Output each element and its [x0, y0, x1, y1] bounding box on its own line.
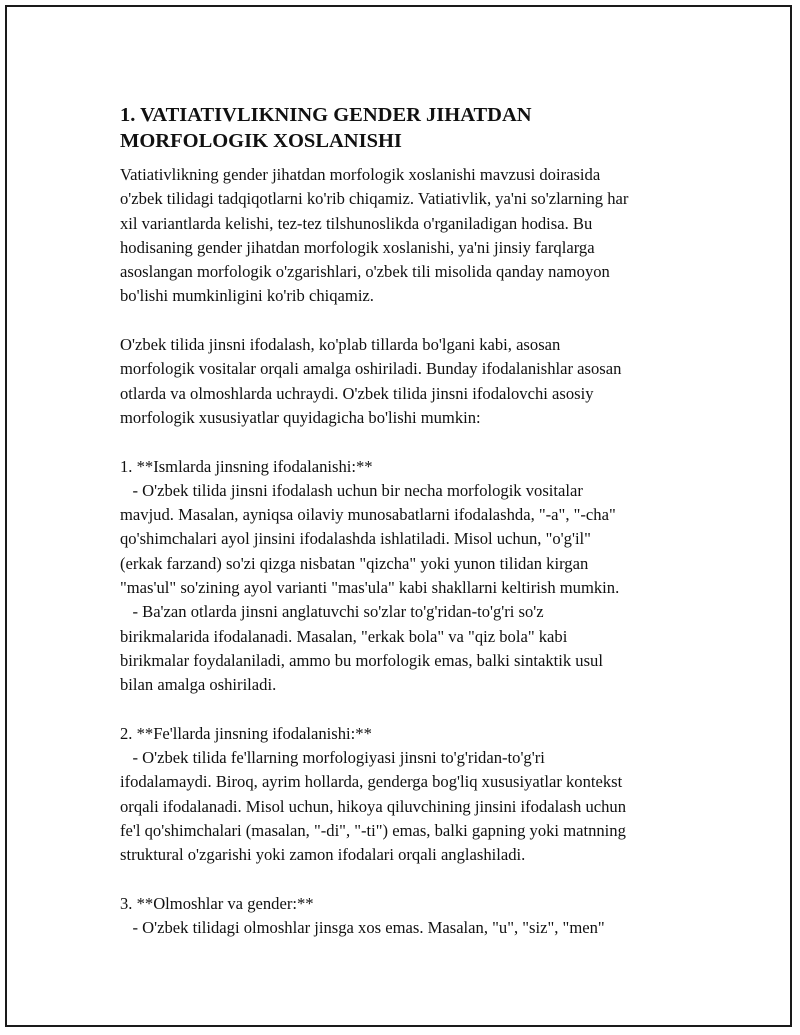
- list-item-verbs: [120, 722, 690, 868]
- text-line: bilan amalga oshiriladi.: [120, 675, 277, 695]
- paragraph-gender-expression: [120, 333, 690, 430]
- text-line: Vatiativlikning gender jihatdan morfologik xoslanishi mavzusi doirasida: [120, 165, 601, 184]
- text-line: - O'zbek tilida fe'llarning morfologiyasi jinsni to'g'ridan-to'g'ri: [120, 748, 545, 768]
- text-line: mavjud. Masalan, ayniqsa oilaviy munosabatlarni ifodalashda, "-a", "-cha": [120, 505, 616, 525]
- text-line: fe'l qo'shimchalari (masalan, "-di", "-ti") emas, balki gapning yoki matnning: [120, 821, 626, 841]
- text-line: otlarda va olmoshlarda uchraydi. O'zbek tilida jinsni ifodalovchi asosiy: [120, 383, 594, 403]
- text-line: morfologik xususiyatlar quyidagicha bo'lishi mumkin:: [120, 407, 481, 427]
- paragraph-intro: [120, 163, 690, 309]
- text-line: qo'shimchalari ayol jinsini ifodalashda ishlatiladi. Misol uchun, "o'g'il": [120, 529, 591, 549]
- title-line: 1. VATIATIVLIKNING GENDER JIHATDAN: [120, 104, 532, 126]
- document-page: [5, 5, 792, 1027]
- text-line: hodisaning gender jihatdan morfologik xoslanishi, ya'ni jinsiy farqlarga: [120, 237, 595, 257]
- text-line: - O'zbek tilida jinsni ifodalash uchun bir necha morfologik vositalar: [120, 480, 583, 500]
- text-line: asoslangan morfologik o'zgarishlari, o'zbek tili misolida qanday namoyon: [120, 262, 610, 282]
- list-item-heading: 2. **Fe'llarda jinsning ifodalanishi:**: [120, 723, 372, 743]
- text-line: bo'lishi mumkinligini ko'rib chiqamiz.: [120, 286, 374, 306]
- text-line: ifodalamaydi. Biroq, ayrim hollarda, genderga bog'liq xususiyatlar kontekst: [120, 772, 623, 792]
- text-line: birikmalarida ifodalanadi. Masalan, "erkak bola" va "qiz bola" kabi: [120, 626, 568, 646]
- text-line: - Ba'zan otlarda jinsni anglatuvchi so'zlar to'g'ridan-to'g'ri so'z: [120, 602, 544, 622]
- text-line: morfologik vositalar orqali amalga oshiriladi. Bunday ifodalanishlar asosan: [120, 359, 622, 379]
- list-item-pronouns: [120, 892, 690, 941]
- text-line: orqali ifodalanadi. Misol uchun, hikoya qiluvchining jinsini ifodalash uchun: [120, 796, 627, 816]
- text-line: o'zbek tilidagi tadqiqotlarni ko'rib chiqamiz. Vatiativlik, ya'ni so'zlarning har: [120, 189, 629, 209]
- document-body: [120, 102, 690, 941]
- text-line: "mas'ul" so'zining ayol varianti "mas'ula" kabi shakllarni keltirish mumkin.: [120, 578, 620, 598]
- title-line: MORFOLOGIK XOSLANISHI: [120, 130, 402, 152]
- text-line: birikmalar foydalaniladi, ammo bu morfologik emas, balki sintaktik usul: [120, 650, 603, 670]
- text-line: struktural o'zgarishi yoki zamon ifodalari orqali anglashiladi.: [120, 845, 526, 865]
- list-item-nouns: [120, 455, 690, 698]
- list-item-heading: 1. **Ismlarda jinsning ifodalanishi:**: [120, 456, 373, 476]
- section-title: [120, 102, 690, 154]
- text-line: O'zbek tilida jinsni ifodalash, ko'plab tillarda bo'lgani kabi, asosan: [120, 335, 561, 355]
- text-line: - O'zbek tilidagi olmoshlar jinsga xos emas. Masalan, "u", "siz", "men": [120, 918, 605, 938]
- text-line: (erkak farzand) so'zi qizga nisbatan "qizcha" yoki yunon tilidan kirgan: [120, 553, 589, 573]
- list-item-heading: 3. **Olmoshlar va gender:**: [120, 893, 314, 913]
- text-line: xil variantlarda kelishi, tez-tez tilshunoslikda o'rganiladigan hodisa. Bu: [120, 213, 593, 233]
